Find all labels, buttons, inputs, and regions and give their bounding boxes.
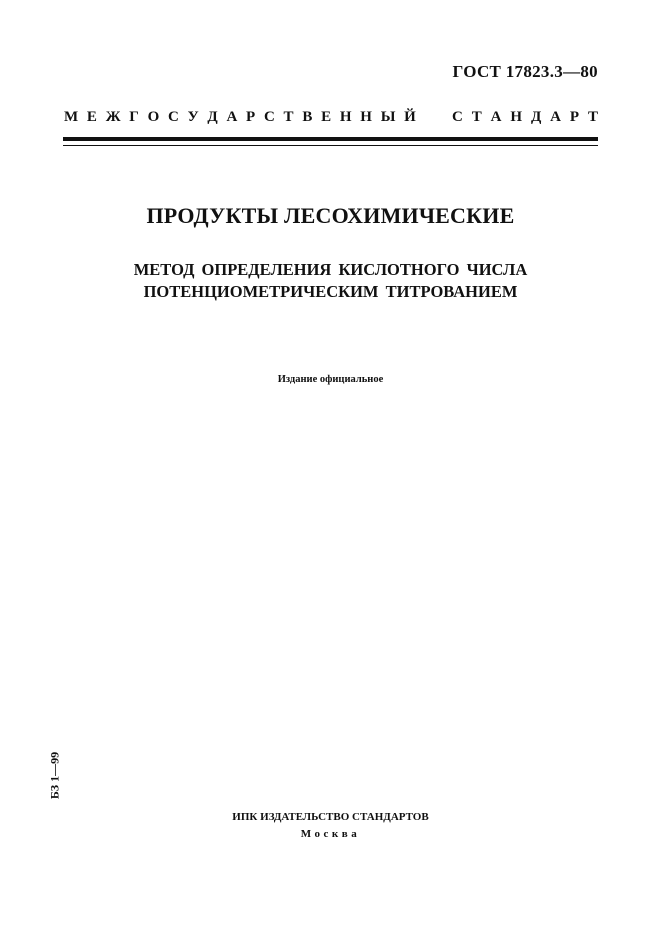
heading-letter: С	[168, 109, 179, 125]
heading-letter: Д	[530, 109, 542, 125]
heading-letter: В	[302, 109, 313, 125]
heading-letter: А	[226, 109, 238, 125]
heading-letter: С	[452, 109, 463, 125]
heading-letter: Г	[129, 109, 139, 125]
heading-letter: Р	[569, 109, 580, 125]
document-subtitle	[0, 259, 661, 303]
heading-letter: А	[490, 109, 502, 125]
standard-type-heading	[64, 109, 598, 126]
edition-note: Издание официальное	[277, 374, 384, 385]
header-rule-thin	[63, 145, 598, 146]
heading-letter: Ж	[105, 109, 121, 125]
heading-letter: Ы	[380, 109, 396, 125]
heading-letter: Т	[587, 109, 598, 125]
heading-letter: Р	[246, 109, 256, 125]
heading-letter: М	[64, 109, 79, 125]
publisher-city: Москва	[300, 828, 361, 840]
heading-letter: Е	[86, 109, 97, 125]
standard-type-word-interstate	[64, 109, 416, 126]
heading-letter: О	[147, 109, 160, 125]
margin-code: БЗ 1—99	[47, 751, 62, 800]
heading-letter: Е	[321, 109, 332, 125]
publisher-name: ИПК ИЗДАТЕЛЬСТВО СТАНДАРТОВ	[232, 811, 429, 823]
heading-letter: Н	[360, 109, 372, 125]
heading-letter: Д	[207, 109, 218, 125]
subtitle-line-2: ПОТЕНЦИОМЕТРИЧЕСКИМ ТИТРОВАНИЕМ	[143, 282, 518, 301]
heading-letter: Т	[471, 109, 482, 125]
heading-letter: Й	[404, 109, 416, 125]
heading-letter: Н	[339, 109, 352, 125]
standard-type-word-standard	[452, 109, 598, 126]
heading-letter: Т	[283, 109, 294, 125]
header-rule-thick	[63, 137, 598, 141]
heading-letter: С	[263, 109, 275, 125]
heading-letter: Н	[510, 109, 523, 125]
heading-letter: А	[550, 109, 561, 125]
gost-number: ГОСТ 17823.3—80	[452, 62, 598, 81]
heading-letter: У	[187, 109, 199, 125]
document-title: ПРОДУКТЫ ЛЕСОХИМИЧЕСКИЕ	[146, 203, 515, 228]
subtitle-line-1: МЕТОД ОПРЕДЕЛЕНИЯ КИСЛОТНОГО ЧИСЛА	[133, 260, 528, 279]
